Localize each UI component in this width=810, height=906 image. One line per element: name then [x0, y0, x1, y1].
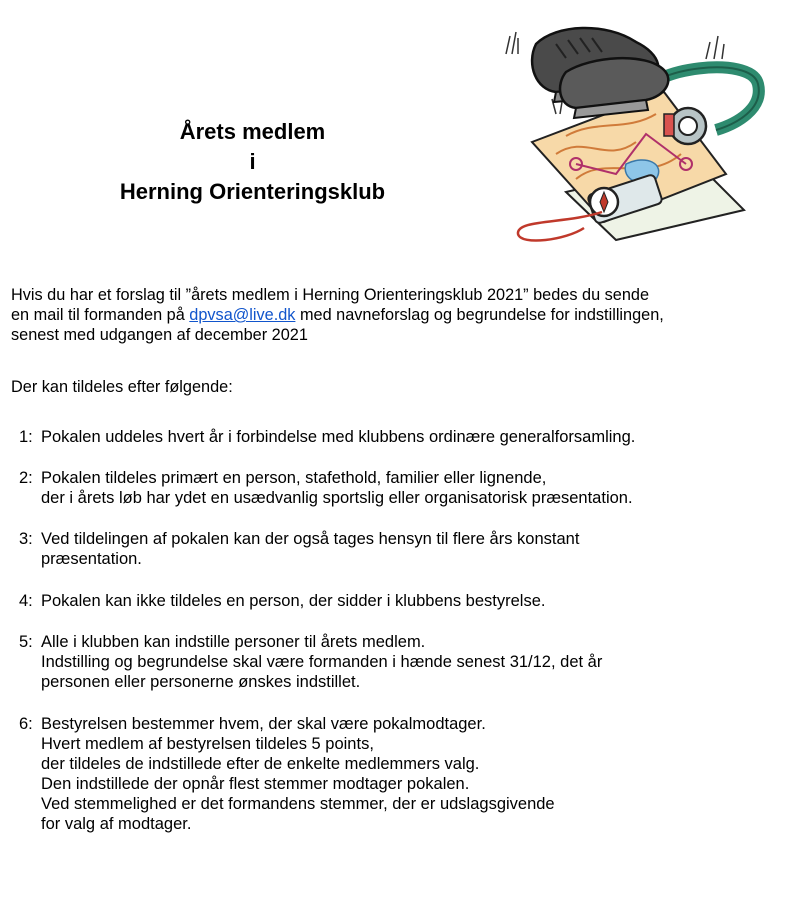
rule-number: 5:	[19, 633, 33, 651]
rule-number: 3:	[19, 530, 33, 548]
rule-text-line: Pokalen kan ikke tildeles en person, der sidder i klubbens bestyrelse.	[41, 592, 546, 610]
intro-line-2-end: med navneforslag og begrundelse for indstillingen,	[295, 306, 664, 324]
rule-item	[19, 427, 799, 447]
rules-list	[19, 427, 799, 834]
title-line-2: i	[249, 149, 256, 174]
rule-number: 1:	[19, 428, 33, 446]
rule-text-line: Ved stemmelighed er det formandens stemmer, der er udslagsgivende	[41, 795, 555, 813]
rule-text-line: der tildeles de indstillede efter de enkelte medlemmers valg.	[41, 755, 480, 773]
rule-text-line: Ved tildelingen af pokalen kan der også tages hensyn til flere års konstant	[41, 530, 580, 548]
orienteering-illustration	[496, 14, 776, 250]
intro-line-3: senest med udgangen af december 2021	[11, 326, 308, 344]
rule-text-line: Indstilling og begrundelse skal være formanden i hænde senest 31/12, det år	[41, 653, 603, 671]
rule-item	[19, 468, 799, 508]
email-link[interactable]: dpvsa@live.dk	[189, 306, 296, 324]
rule-text-line: Bestyrelsen bestemmer hvem, der skal være pokalmodtager.	[41, 715, 486, 733]
intro-line-1: Hvis du har et forslag til ”årets medlem i Herning Orienteringsklub 2021” bedes du sende	[11, 286, 650, 304]
rule-text-line: præsentation.	[41, 550, 142, 568]
title-line-1: Årets medlem	[179, 119, 326, 144]
rule-item	[19, 529, 799, 569]
title-line-3: Herning Orienteringsklub	[119, 179, 386, 204]
rule-text-line: for valg af modtager.	[41, 815, 192, 833]
rule-text-line: Den indstillede der opnår flest stemmer modtager pokalen.	[41, 775, 470, 793]
rule-number: 6:	[19, 715, 33, 733]
rule-text-line: Pokalen uddeles hvert år i forbindelse med klubbens ordinære generalforsamling.	[41, 428, 636, 446]
rule-text-line: personen eller personerne ønskes indstillet.	[41, 673, 361, 691]
intro-line-2	[11, 305, 809, 325]
rule-text-line: Hvert medlem af bestyrelsen tildeles 5 points,	[41, 735, 374, 753]
rule-text-line: Alle i klubben kan indstille personer til årets medlem.	[41, 633, 426, 651]
rule-item	[19, 714, 799, 834]
rule-number: 2:	[19, 469, 33, 487]
rule-text-line: der i årets løb har ydet en usædvanlig sportslig eller organisatorisk præsentation.	[41, 489, 633, 507]
intro-line-2-start: en mail til formanden på	[11, 306, 190, 324]
rule-item	[19, 632, 799, 692]
rule-text-line: Pokalen tildeles primært en person, stafethold, familier eller lignende,	[41, 469, 547, 487]
rule-item	[19, 591, 799, 611]
page-title	[90, 117, 415, 207]
rules-lead: Der kan tildeles efter følgende:	[11, 378, 233, 396]
intro-paragraph	[11, 285, 809, 345]
running-shoes-icon	[532, 28, 668, 118]
rule-number: 4:	[19, 592, 33, 610]
